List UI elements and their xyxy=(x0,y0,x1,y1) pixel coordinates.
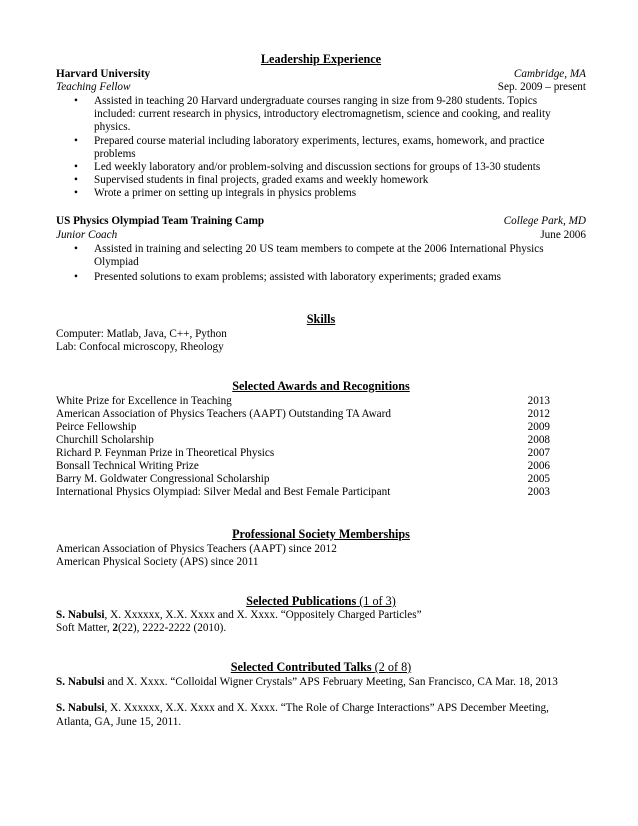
bullet-icon: • xyxy=(74,187,78,200)
org-name: US Physics Olympiad Team Training Camp xyxy=(56,215,265,227)
org-location: College Park, MD xyxy=(503,215,586,227)
role-dates: June 2006 xyxy=(540,229,586,241)
role-title: Junior Coach xyxy=(56,229,118,241)
list-item: • Led weekly laboratory and/or problem-solving and discussion sections for groups of 13-30 students xyxy=(74,161,541,174)
harvard-bullets xyxy=(56,95,586,201)
award-row: American Association of Physics Teachers (AAPT) Outstanding TA Award 2012 xyxy=(56,408,550,420)
award-row: Richard P. Feynman Prize in Theoretical Physics 2007 xyxy=(56,447,550,459)
list-item: • Supervised students in final projects, graded exams and weekly homework xyxy=(74,174,429,187)
list-item: • Prepared course material including laboratory experiments, lectures, exams, homework, and practice problems xyxy=(74,134,545,160)
leadership-heading: Leadership Experience xyxy=(260,52,382,66)
entry-role-usapho xyxy=(56,229,586,242)
bullet-icon: • xyxy=(74,134,78,147)
publication-citation: S. Nabulsi, X. Xxxxxx, X.X. Xxxx and X. Xxxx. “Oppositely Charged Particles” xyxy=(56,609,422,621)
award-row: International Physics Olympiad: Silver Medal and Best Female Participant 2003 xyxy=(56,486,550,498)
org-name: Harvard University xyxy=(56,68,151,80)
memberships-heading: Professional Society Memberships xyxy=(232,527,410,541)
entry-header-usapho xyxy=(56,215,586,228)
membership-aps: American Physical Society (APS) since 2011 xyxy=(56,556,259,568)
publication-journal: Soft Matter, 2(22), 2222-2222 (2010). xyxy=(56,622,227,634)
role-title: Teaching Fellow xyxy=(56,81,131,93)
bullet-icon: • xyxy=(74,243,78,255)
list-item: • Assisted in teaching 20 Harvard undergraduate courses ranging in size from 9-280 students. Topics included: current research in physics, introductory electromagnetism, science and cooking, and reality physics. xyxy=(74,95,551,134)
award-row: Peirce Fellowship 2009 xyxy=(56,421,550,433)
entry-header-harvard xyxy=(56,68,586,81)
talks-count: (2 of 8) xyxy=(374,660,412,674)
bullet-icon: • xyxy=(74,174,78,187)
talk-item: S. Nabulsi, X. Xxxxxx, X.X. Xxxx and X. Xxxx. “The Role of Charge Interactions” APS December Meeting, xyxy=(56,702,549,714)
bullet-icon: • xyxy=(74,95,78,107)
list-item: • Wrote a primer on setting up integrals in physics problems xyxy=(74,187,357,200)
award-row: White Prize for Excellence in Teaching 2013 xyxy=(56,395,550,407)
skills-computer: Computer: Matlab, Java, C++, Python xyxy=(56,328,227,340)
skills-lab: Lab: Confocal microscopy, Rheology xyxy=(56,341,224,353)
membership-aapt: American Association of Physics Teachers (AAPT) since 2012 xyxy=(56,543,337,555)
org-location: Cambridge, MA xyxy=(513,68,586,80)
publications-heading: Selected Publications (1 of 3) xyxy=(246,594,396,608)
entry-role-harvard xyxy=(56,81,586,94)
list-item: • Presented solutions to exam problems; assisted with laboratory experiments; graded exams xyxy=(74,271,502,284)
talk-item-continuation: Atlanta, GA, June 15, 2011. xyxy=(56,716,182,728)
list-item: • Assisted in training and selecting 20 US team members to compete at the 2006 International Physics Olympiad xyxy=(74,243,544,269)
award-row: Churchill Scholarship 2008 xyxy=(56,434,550,446)
skills-heading: Skills xyxy=(306,312,336,326)
bullet-icon: • xyxy=(74,161,78,174)
talk-item: S. Nabulsi and X. Xxxx. “Colloidal Wigner Crystals” APS February Meeting, San Francisco, CA Mar. 18, 2013 xyxy=(56,676,558,688)
usapho-bullets xyxy=(56,243,586,285)
awards-heading: Selected Awards and Recognitions xyxy=(232,379,410,393)
award-row: Barry M. Goldwater Congressional Scholarship 2005 xyxy=(56,473,550,485)
award-row: Bonsall Technical Writing Prize 2006 xyxy=(56,460,550,472)
talks-heading: Selected Contributed Talks (2 of 8) xyxy=(230,660,412,674)
bullet-icon: • xyxy=(74,271,78,284)
publications-count: (1 of 3) xyxy=(359,594,396,608)
role-dates: Sep. 2009 – present xyxy=(497,81,586,93)
